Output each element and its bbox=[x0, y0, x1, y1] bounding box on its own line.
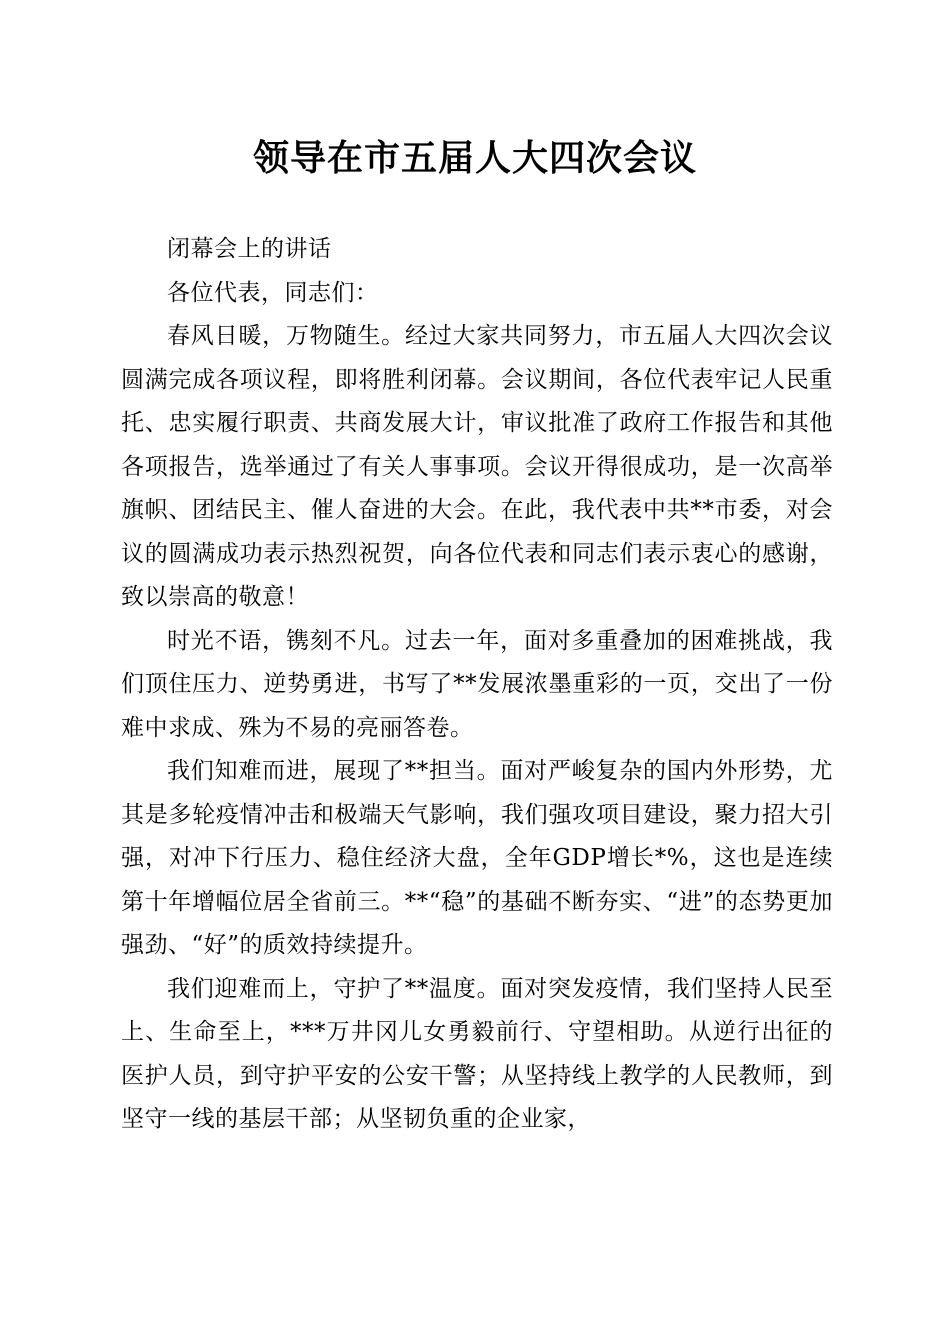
document-title: 领导在市五届人大四次会议 bbox=[252, 137, 697, 179]
document-body bbox=[121, 228, 833, 1142]
paragraph-subtitle: 闭幕会上的讲话 bbox=[167, 236, 332, 262]
paragraph: 我们知难而进，展现了**担当。面对严峻复杂的国内外形势，尤其是多轮疫情冲击和极端天气影响，我们强攻项目建设，聚力招大引强，对冲下行压力、稳住经济大盘，全年GDP增长*%，这也是连续第十年增幅位居全省前三。**“稳”的基础不断夯实、“进”的态势更加强劲、“好”的质效持续提升。 bbox=[121, 758, 833, 958]
paragraph: 春风日暖，万物随生。经过大家共同努力，市五届人大四次会议圆满完成各项议程，即将胜利闭幕。会议期间，各位代表牢记人民重托、忠实履行职责、共商发展大计，审议批准了政府工作报告和其他各项报告，选举通过了有关人事事项。会议开得很成功，是一次高举旗帜、团结民主、催人奋进的大会。在此，我代表中共**市委，对会议的圆满成功表示热烈祝贺，向各位代表和同志们表示衷心的感谢，致以崇高的敬意！ bbox=[121, 323, 833, 610]
paragraph: 我们迎难而上，守护了**温度。面对突发疫情，我们坚持人民至上、生命至上，***万井冈儿女勇毅前行、守望相助。从逆行出征的医护人员，到守护平安的公安干警；从坚持线上教学的人民教师，到坚守一线的基层干部；从坚韧负重的企业家， bbox=[121, 975, 833, 1132]
paragraph: 时光不语，镌刻不凡。过去一年，面对多重叠加的困难挑战，我们顶住压力、逆势勇进，书写了**发展浓墨重彩的一页，交出了一份难中求成、殊为不易的亮丽答卷。 bbox=[121, 627, 833, 741]
paragraph-salutation: 各位代表，同志们： bbox=[167, 279, 379, 306]
